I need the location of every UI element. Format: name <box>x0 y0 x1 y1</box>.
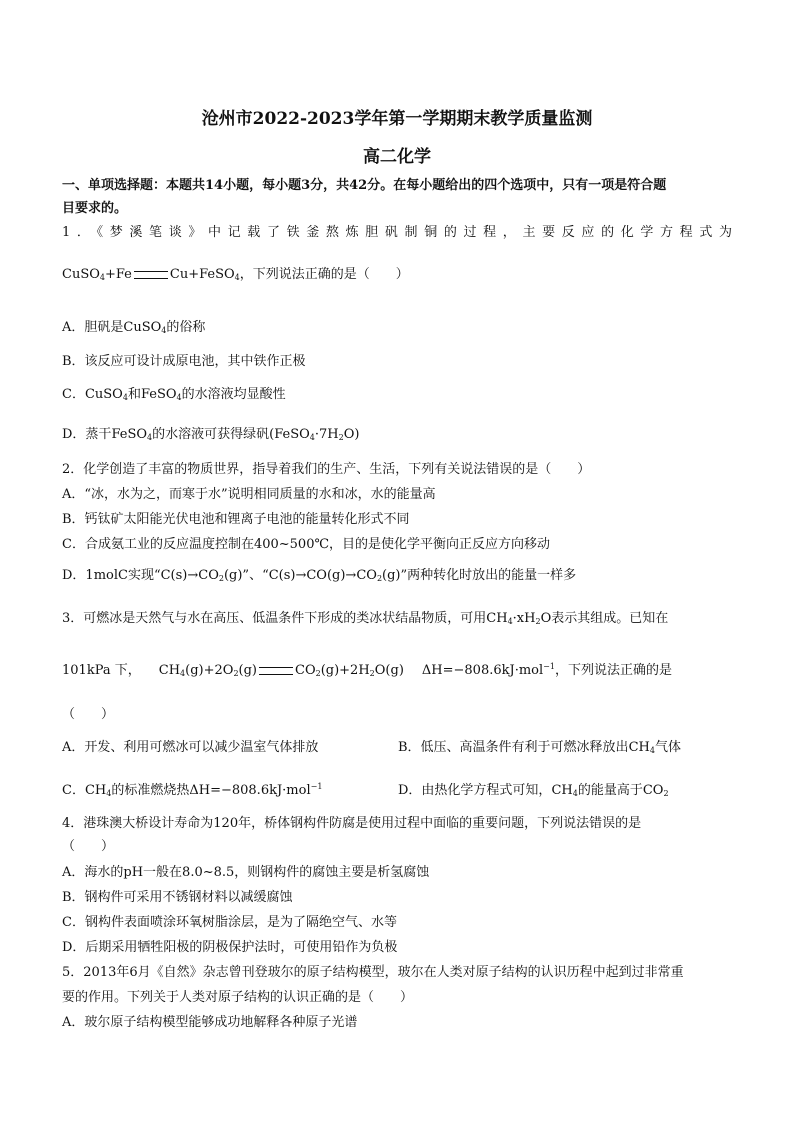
q1-option-a: A．胆矾是CuSO$_4$的俗称 <box>62 320 206 335</box>
q2-option-b: B．钙钛矿太阳能光伏电池和锂离子电池的能量转化形式不同 <box>62 512 410 527</box>
page-subtitle: 高二化学 <box>363 147 431 167</box>
q2-option-a: A．“冰，水为之，而寒于水”说明相同质量的水和冰，水的能量高 <box>62 487 436 502</box>
q3-stem: 3．可燃冰是天然气与水在高压、低温条件下形成的类冰状结晶物质，可用$CH_4\cdot xH_2O$表示其组成。已知在 <box>62 611 669 626</box>
q1-option-c: C．CuSO$_4$和FeSO$_4$的水溶液均显酸性 <box>62 387 286 402</box>
q3-option-c: C．$CH_4$的标准燃烧热ΔH=−808.6kJ·mol$^{-1}$ <box>62 782 323 798</box>
q3-option-d: D．由热化学方程式可知，$CH_4$的能量高于$CO_2$ <box>398 783 669 798</box>
q4-option-d: D．后期采用牺牲阳极的阴极保护法时，可使用铅作为负极 <box>62 940 398 955</box>
q1-option-b: B．该反应可设计成原电池，其中铁作正极 <box>62 354 306 369</box>
q4-option-a: A．海水的pH一般在8.0~8.5，则钢构件的腐蚀主要是析氢腐蚀 <box>62 865 430 880</box>
q5-stem: 5．2013年6月《自然》杂志曾刊登玻尔的原子结构模型，玻尔在人类对原子结构的认识历程中起到过非常重 <box>62 965 684 980</box>
section-heading-cont: 目要求的。 <box>62 201 128 216</box>
q4-option-c: C．钢构件表面喷涂环氧树脂涂层，是为了隔绝空气、水等 <box>62 915 397 930</box>
q3-option-a: A．开发、利用可燃冰可以减少温室气体排放 <box>62 740 319 755</box>
section-heading: 一、单项选择题：本题共14小题，每小题3分，共42分。在每小题给出的四个选项中，只有一项是符合题 <box>62 178 667 193</box>
q3-paren: （ ） <box>62 707 115 722</box>
q5-option-a: A．玻尔原子结构模型能够成功地解释各种原子光谱 <box>62 1015 358 1030</box>
equals-sign <box>259 667 293 675</box>
q5-stem-cont: 要的作用。下列关于人类对原子结构的认识正确的是（ ） <box>62 990 414 1005</box>
q1-equation: CuSO$_4$+Fe Cu+FeSO$_4$，下列说法正确的是（ ） <box>62 267 409 282</box>
q4-paren: （ ） <box>62 839 115 854</box>
equals-sign <box>134 271 168 279</box>
q2-option-c: C．合成氨工业的反应温度控制在400~500℃，目的是使化学平衡向正反应方向移动 <box>62 537 551 552</box>
q1-option-d: D．蒸干FeSO$_4$的水溶液可获得绿矾$(FeSO_4\cdot 7H_2O)$ <box>62 427 360 442</box>
q3-equation: 101kPa 下， $CH_4(g)+2O_2(g)$ $CO_2(g)+2H_2O(g)$ ΔH=−808.6kJ·mol$^{-1}$，下列说法正确的是 <box>62 662 672 678</box>
q2-stem: 2．化学创造了丰富的物质世界，指导着我们的生产、生活，下列有关说法错误的是（ ） <box>62 462 591 477</box>
q1-stem: 1．《梦溪笔谈》中记载了铁釜熬炼胆矾制铜的过程，主要反应的化学方程式为 <box>62 225 732 240</box>
q2-option-d: D．1molC实现“$C(s)\to CO_2(g)$”、“$C(s)\to CO(g)\to CO_2(g)$”两种转化时放出的能量一样多 <box>62 568 577 583</box>
page-title: 沧州市2022-2023学年第一学期期末教学质量监测 <box>201 109 593 129</box>
q3-option-b: B．低压、高温条件有利于可燃冰释放出$CH_4$气体 <box>398 740 681 755</box>
q4-option-b: B．钢构件可采用不锈钢材料以减缓腐蚀 <box>62 890 293 905</box>
q4-stem: 4．港珠澳大桥设计寿命为120年，桥体钢构件防腐是使用过程中面临的重要问题，下列说法错误的是 <box>62 816 642 831</box>
